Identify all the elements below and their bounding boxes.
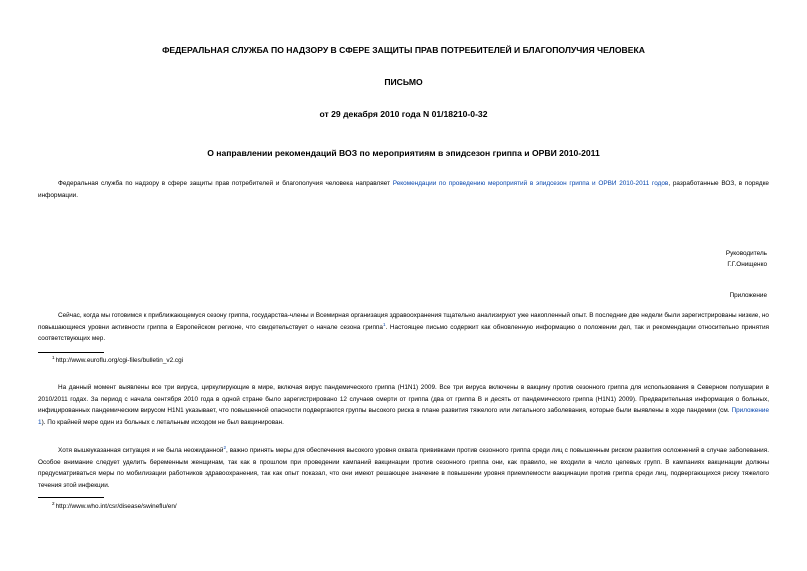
footnote-url: http://www.who.int/csr/disease/swineflu/en/ [55, 503, 177, 510]
paragraph-vaccination [38, 445, 769, 491]
paragraph-text: ). По крайней мере один из больных с летальным исходом не был вакцинирован. [41, 418, 284, 426]
agency-title: ФЕДЕРАЛЬНАЯ СЛУЖБА ПО НАДЗОРУ В СФЕРЕ ЗАЩИТЫ ПРАВ ПОТРЕБИТЕЛЕЙ И БЛАГОПОЛУЧИЯ ЧЕЛОВЕКА [162, 45, 645, 55]
document-type: ПИСЬМО [384, 77, 423, 87]
appendix-1-link[interactable]: Приложение 1 [38, 407, 769, 426]
paragraph-text: Хотя вышеуказанная ситуация и не была неожиданной [58, 447, 224, 454]
footnote-url: http://www.euroflu.org/cgi-files/bulletin_v2.cgi [55, 357, 184, 364]
footnote-ref-2[interactable]: 2 [223, 444, 227, 450]
paragraph-text: . Настоящее письмо содержит как обновленную информацию о положении дел, так и рекомендации относительно принятия соответствующих мер. [38, 323, 770, 343]
signature-name: Г.Г.Онищенко [727, 261, 767, 268]
intro-text-end: , разработанные ВОЗ, в порядке информации. [38, 180, 769, 199]
footnote-ref-1[interactable]: 1 [382, 321, 386, 327]
paragraph-text: , важно принять меры для обеспечения высокого уровня охвата прививками против сезонного гриппа среди лиц с повышенным риском развития осложнений в случае заболевания. Особое внимание следует уделить беременным женщинам, так как в прошлом при проведении кампаний вакцинации против сезонного гриппа они, как правило, не входили в число целевых групп. В кампаниях вакцинации должны предусматриваться меры по мобилизации работников здравоохранения, так как опыт показал, что они имеют решающее значение в повышении уровня приемлемости вакцинации против гриппа среди лиц, подвергающихся риску тяжелого течения этой инфекции. [38, 447, 769, 489]
document-subject: О направлении рекомендаций ВОЗ по мероприятиям в эпидсезон гриппа и ОРВИ 2010-2011 [207, 148, 600, 158]
footnote-1 [52, 356, 183, 365]
footnote-divider [38, 497, 104, 498]
footnote-2 [52, 502, 177, 511]
intro-text: Федеральная служба по надзору в сфере защиты прав потребителей и благополучия человека направляет [58, 180, 393, 187]
paragraph-text: На данный момент выявлены все три вируса, циркулирующие в мире, включая вирус пандемического гриппа (H1N1) 2009. Все три вируса включены в вакцину против сезонного гриппа для использования в Северном полушарии в 2010/2011 годах. За период с начала сентября 2010 года в одной стране было зарегистрировано 12 случаев смерти от гриппа (два от гриппа B и десять от пандемического гриппа (H1N1) 2009). Предварительная информация о больных, инфицированных пандемическим вирусом H1N1 указывает, что повышенной опасности подвергаются группы высокого риска в плане развития тяжелого или летального заболевания, которые были выявлены в ходе пандемии (см. [38, 384, 769, 415]
recommendations-link[interactable]: Рекомендации по проведению мероприятий в эпидсезон гриппа и ОРВИ 2010-2011 годов [392, 180, 669, 187]
paragraph-text: Сейчас, когда мы готовимся к приближающемуся сезону гриппа, государства-члены и Всемирная организация здравоохранения тщательно анализируют уже накопленный опыт. В последние две недели были зарегистрированы низкие, но повышающиеся уровни активности гриппа в Европейском регионе, что свидетельствует о начале сезона гриппа [38, 312, 769, 331]
appendix-label: Приложение [729, 292, 767, 299]
intro-paragraph [38, 178, 769, 201]
document-date-number: от 29 декабря 2010 года N 01/18210-0-32 [319, 109, 488, 119]
footnote-divider [38, 352, 104, 353]
signature-role: Руководитель [725, 250, 767, 257]
paragraph-season-start [38, 310, 769, 345]
footnote-mark: 2 [52, 500, 55, 506]
footnote-mark: 1 [52, 354, 55, 360]
paragraph-virus-situation [38, 382, 769, 428]
